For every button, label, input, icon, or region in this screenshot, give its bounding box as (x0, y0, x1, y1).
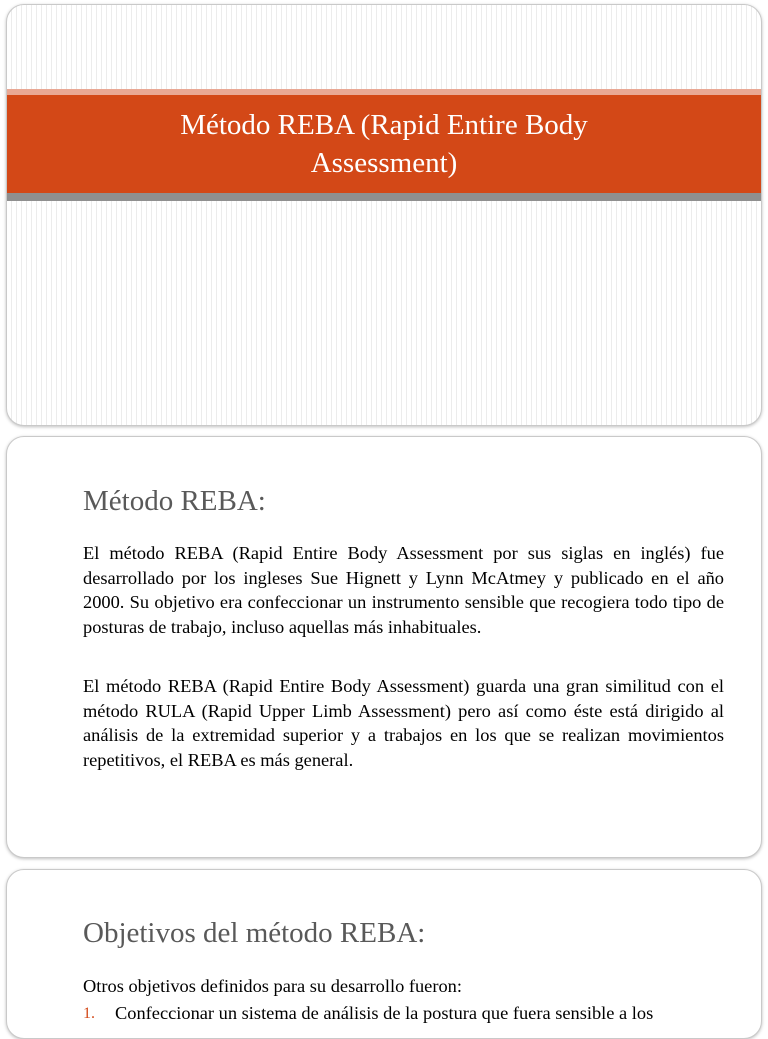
presentation-title: Método REBA (Rapid Entire Body Assessment) (180, 109, 588, 179)
list-item-text: Confeccionar un sistema de análisis de la postura que fuera sensible a los (115, 1003, 654, 1023)
list-item (83, 1001, 733, 1026)
body-paragraph: El método REBA (Rapid Entire Body Assessment por sus siglas en inglés) fue desarrollado por los ingleses Sue Hignett y Lynn McAtmey y publicado en el año 2000. Su objetivo era confeccionar un instrumento sensible que recogiera todo tipo de posturas de trabajo, incluso aquellas más inhabituales. (83, 543, 724, 637)
slide-metodo-reba (6, 436, 762, 858)
title-band (7, 95, 761, 193)
slide-objetivos (6, 869, 762, 1039)
intro-text: Otros objetivos definidos para su desarrollo fueron: (83, 976, 462, 996)
slide-heading: Método REBA: (83, 485, 266, 517)
slide-heading: Objetivos del método REBA: (83, 917, 426, 949)
objectives-list (83, 1001, 733, 1026)
title-slide (6, 4, 762, 426)
list-item-number: 1. (83, 1005, 95, 1022)
title-band-bottom-stripe (7, 193, 761, 201)
body-paragraph: El método REBA (Rapid Entire Body Assessment) guarda una gran similitud con el método RULA (Rapid Upper Limb Assessment) pero así como éste está dirigido al análisis de la extremidad superior y a trabajos en los que se realizan movimientos repetitivos, el REBA es más general. (83, 676, 724, 770)
